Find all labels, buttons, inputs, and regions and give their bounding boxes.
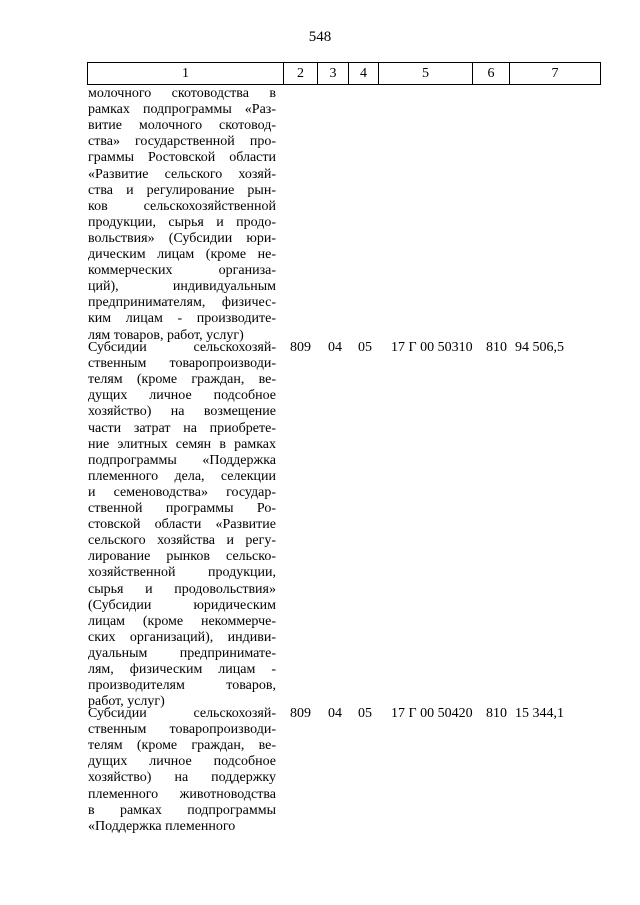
description-line: сельского хозяйства и регу- bbox=[88, 533, 276, 549]
header-col-3: 3 bbox=[317, 63, 348, 84]
description-line: молочного скотоводства в bbox=[88, 86, 276, 101]
description-line: граммы Ростовской области bbox=[88, 150, 276, 166]
description-line: Субсидии сельскохозяй- bbox=[88, 340, 276, 355]
description-line: коммерческих организа- bbox=[88, 263, 276, 279]
description-line: телям (кроме граждан, ве- bbox=[88, 372, 276, 388]
description-line: ков сельскохозяйственной bbox=[88, 198, 276, 214]
description-line: сырья и продовольствия» bbox=[88, 581, 276, 597]
table-row bbox=[88, 706, 600, 834]
target-article-cell: 17 Г 00 50310 bbox=[391, 340, 473, 355]
description-line: лям, физическим лицам - bbox=[88, 662, 276, 677]
expense-type-cell: 810 bbox=[486, 706, 507, 721]
description-line: ственным товаропроизводи- bbox=[88, 722, 276, 738]
header-col-7: 7 bbox=[509, 63, 600, 84]
expense-type-cell: 810 bbox=[486, 340, 507, 355]
description-line: в рамках подпрограммы bbox=[88, 802, 276, 818]
description-line: части затрат на приобрете- bbox=[88, 420, 276, 436]
header-col-5: 5 bbox=[378, 63, 472, 84]
amount-cell: 15 344,1 bbox=[515, 706, 564, 721]
amount-cell: 94 506,5 bbox=[515, 340, 564, 355]
header-col-1: 1 bbox=[182, 66, 189, 81]
description-line: и семеноводства» государ- bbox=[88, 484, 276, 500]
description-line: работ, услуг) bbox=[88, 694, 165, 710]
subsection-cell: 05 bbox=[358, 340, 372, 355]
table-row bbox=[88, 340, 600, 710]
description-line: дущих личное подсобное bbox=[88, 754, 276, 770]
description-line: ственной программы Ро- bbox=[88, 501, 276, 516]
description-line: вольствия» (Субсидии юри- bbox=[88, 230, 276, 246]
ministry-code-cell: 809 bbox=[290, 340, 311, 355]
description-line: лирование рынков сельско- bbox=[88, 549, 276, 565]
description-line: лям товаров, работ, услуг) bbox=[88, 327, 244, 343]
description-line: рамках подпрограммы «Раз- bbox=[88, 102, 276, 118]
description-line: племенного животноводства bbox=[88, 786, 276, 802]
header-col-2: 2 bbox=[283, 63, 317, 84]
table-header-row bbox=[87, 62, 601, 85]
description-line: ственным товаропроизводи- bbox=[88, 356, 276, 372]
description-line: «Поддержка племенного bbox=[88, 818, 236, 834]
description-line: ций), индивидуальным bbox=[88, 279, 276, 295]
description-line: хозяйственной продукции, bbox=[88, 565, 276, 581]
description-line: производителям товаров, bbox=[88, 678, 276, 694]
description-line: ских организаций), индиви- bbox=[88, 629, 276, 645]
ministry-code-cell: 809 bbox=[290, 706, 311, 721]
description-line: продукции, сырья и продо- bbox=[88, 214, 276, 230]
description-line: племенного дела, селекции bbox=[88, 468, 276, 484]
description-line: стовской области «Развитие bbox=[88, 517, 276, 533]
description-line: ние элитных семян в рамках bbox=[88, 436, 276, 452]
table-row-continuation bbox=[88, 86, 600, 343]
subsection-cell: 05 bbox=[358, 706, 372, 721]
description-line: хозяйство) на возмещение bbox=[88, 404, 276, 420]
description-line: дическим лицам (кроме не- bbox=[88, 247, 276, 262]
description-line: (Субсидии юридическим bbox=[88, 597, 276, 613]
description-line: ким лицам - производите- bbox=[88, 311, 276, 327]
header-col-4: 4 bbox=[348, 63, 378, 84]
description-line: ства» государственной про- bbox=[88, 134, 276, 150]
description-line: телям (кроме граждан, ве- bbox=[88, 738, 276, 754]
description-line: витие молочного скотовод- bbox=[88, 118, 276, 134]
target-article-cell: 17 Г 00 50420 bbox=[391, 706, 473, 721]
description-line: «Развитие сельского хозяй- bbox=[88, 166, 276, 182]
description-line: подпрограммы «Поддержка bbox=[88, 452, 276, 468]
description-line: ства и регулирование рын- bbox=[88, 182, 276, 198]
description-line: Субсидии сельскохозяй- bbox=[88, 706, 276, 721]
description-line: дуальным предпринимате- bbox=[88, 645, 276, 661]
page-number: 548 bbox=[308, 29, 332, 45]
section-cell: 04 bbox=[328, 706, 342, 721]
description-line: дущих личное подсобное bbox=[88, 388, 276, 404]
section-cell: 04 bbox=[328, 340, 342, 355]
description-line: хозяйство) на поддержку bbox=[88, 770, 276, 786]
header-col-6: 6 bbox=[472, 63, 509, 84]
description-line: предпринимателям, физичес- bbox=[88, 295, 276, 311]
description-line: лицам (кроме некоммерче- bbox=[88, 613, 276, 629]
